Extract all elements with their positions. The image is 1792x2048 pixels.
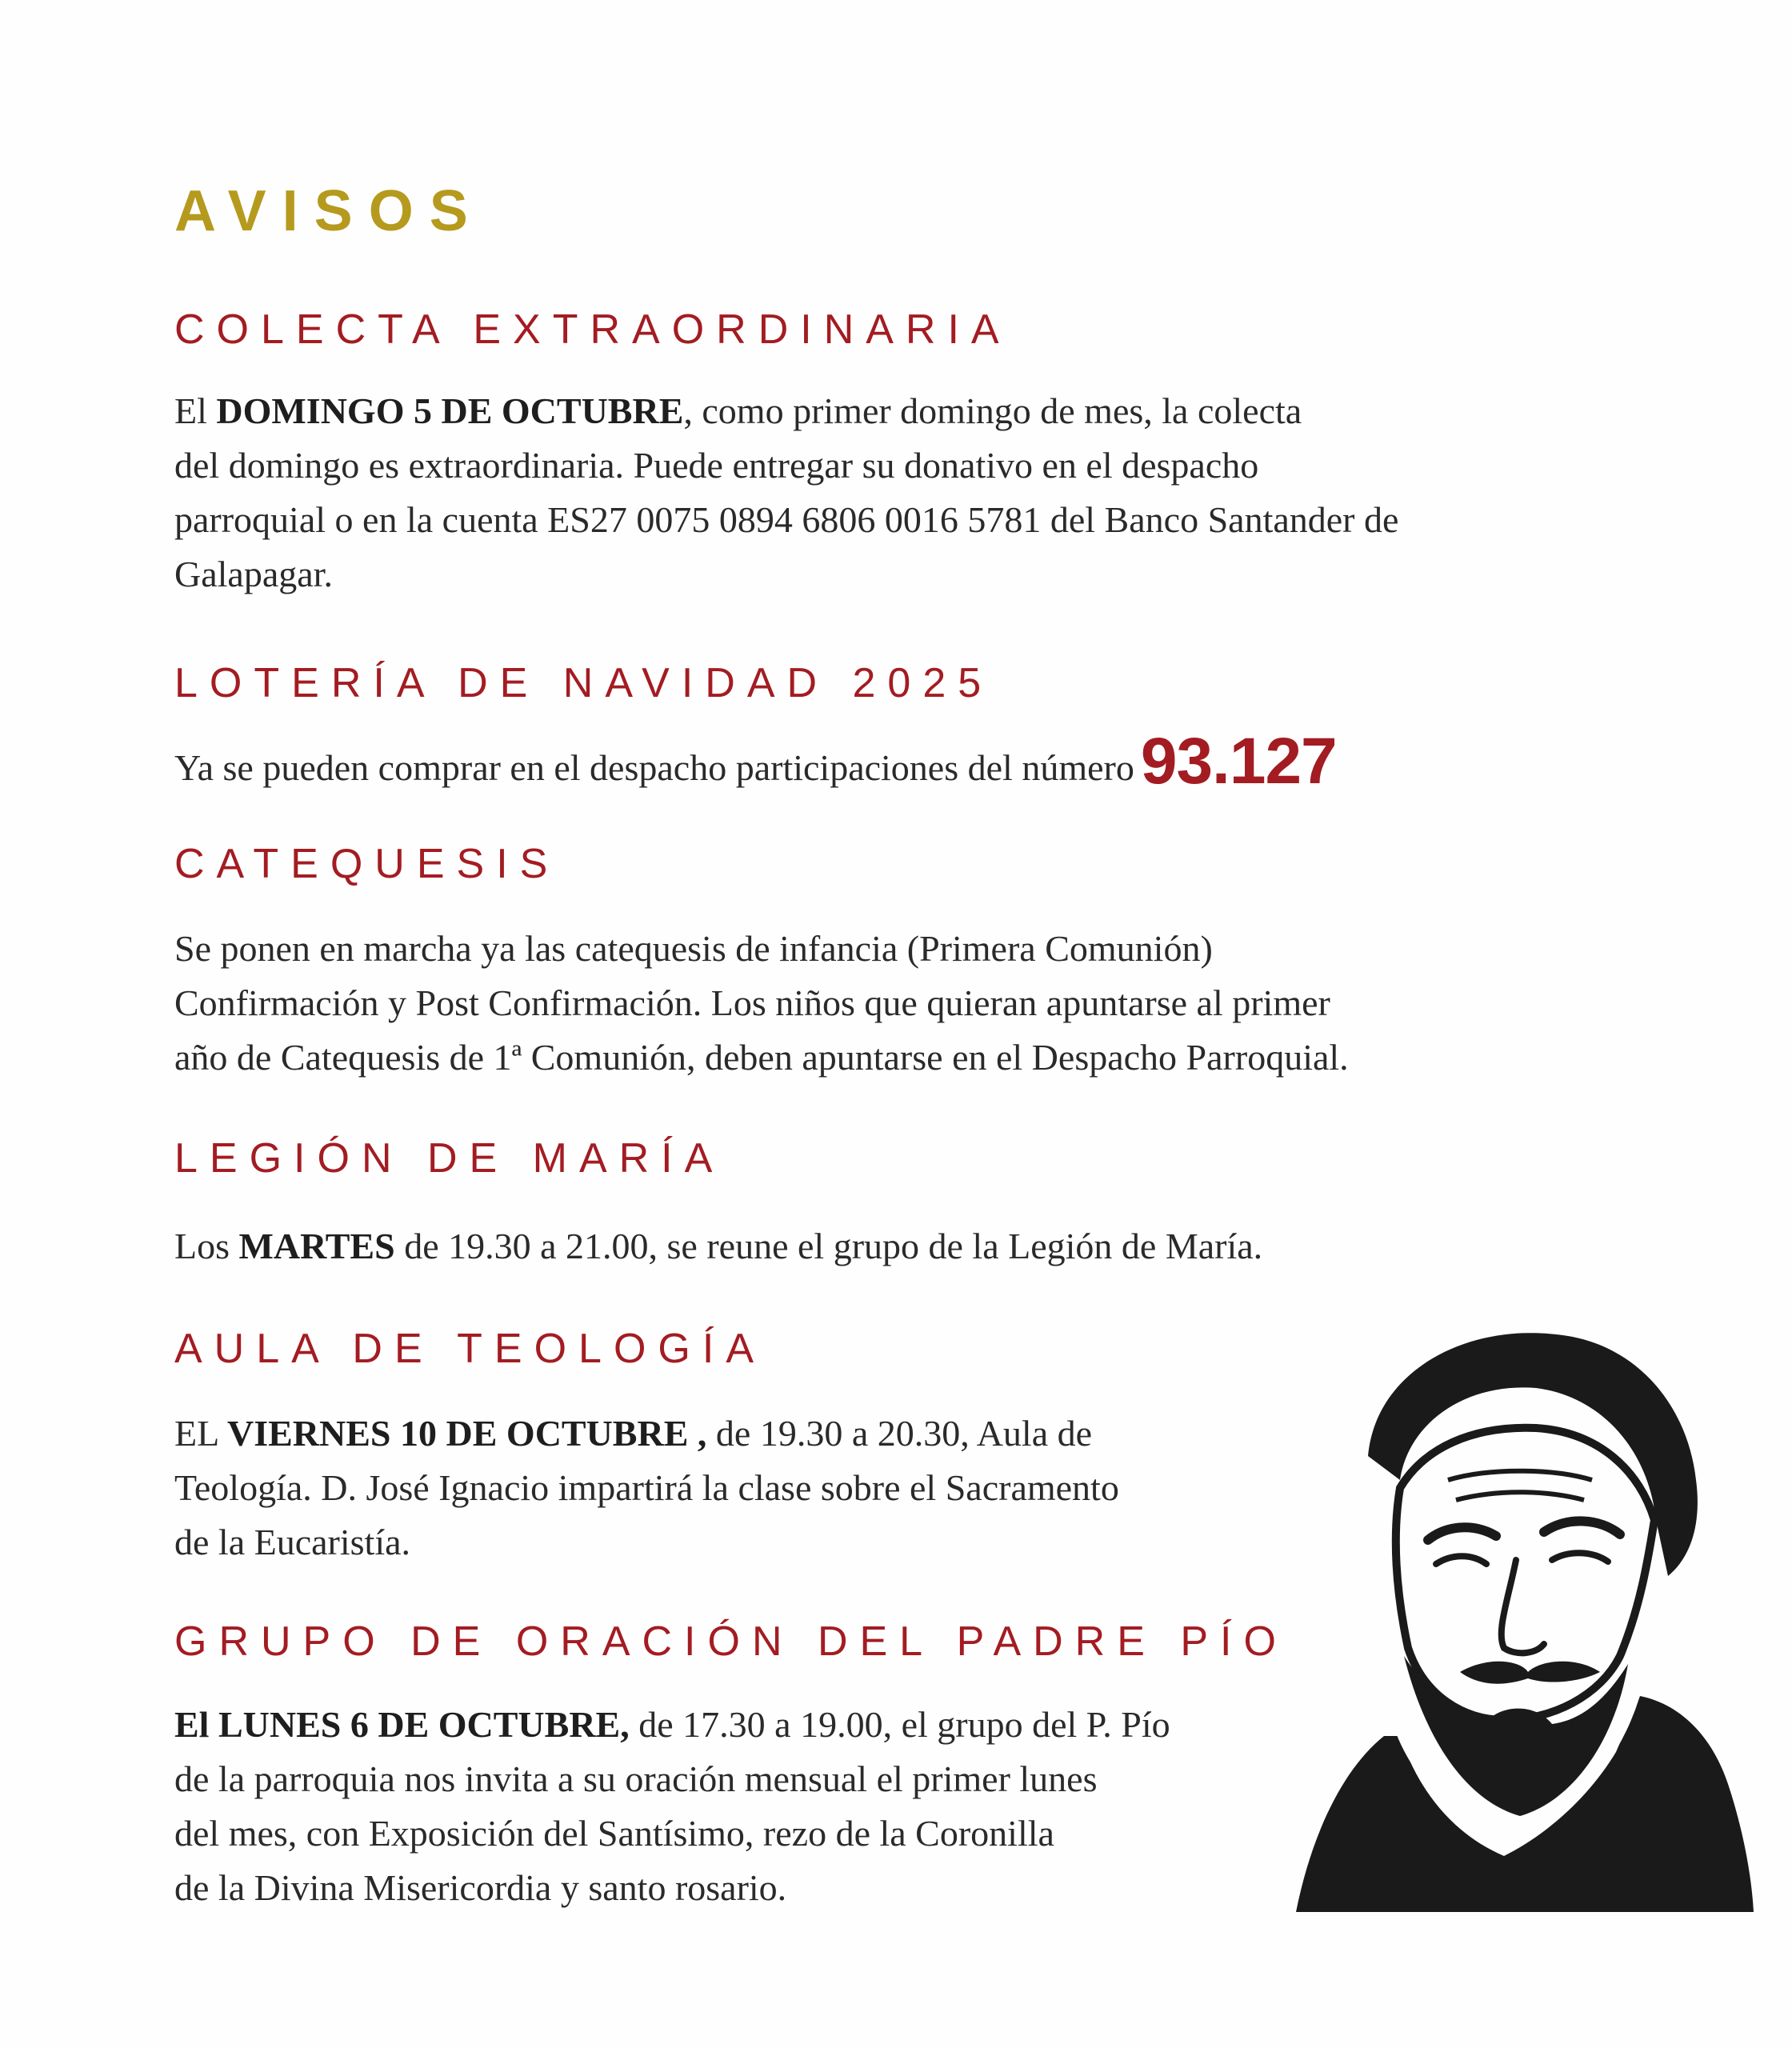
paragraph-colecta: [174, 384, 1398, 602]
line: de la Divina Misericordia y santo rosario.: [174, 1867, 787, 1908]
lottery-number: 93.127: [1140, 725, 1337, 798]
date-emphasis: VIERNES 10 DE OCTUBRE ,: [227, 1413, 707, 1454]
heading-loteria: LOTERÍA DE NAVIDAD 2025: [174, 660, 994, 706]
padre-pio-portrait: [1264, 1320, 1776, 1928]
line: El DOMINGO 5 DE OCTUBRE, como primer domingo de mes, la colecta: [174, 390, 1302, 431]
paragraph-catequesis: [174, 922, 1349, 1085]
line: Confirmación y Post Confirmación. Los niños que quieran apuntarse al primer: [174, 982, 1330, 1023]
line: Teología. D. José Ignacio impartirá la clase sobre el Sacramento: [174, 1467, 1119, 1508]
line: año de Catequesis de 1ª Comunión, deben apuntarse en el Despacho Parroquial.: [174, 1037, 1349, 1078]
date-emphasis: DOMINGO 5 DE OCTUBRE: [216, 390, 684, 431]
line: Galapagar.: [174, 554, 333, 594]
day-emphasis: MARTES: [238, 1226, 395, 1266]
paragraph-legion: [174, 1219, 1262, 1274]
line: de la parroquia nos invita a su oración mensual el primer lunes: [174, 1758, 1098, 1799]
line: Los MARTES de 19.30 a 21.00, se reune el grupo de la Legión de María.: [174, 1226, 1263, 1266]
heading-catequesis: CATEQUESIS: [174, 841, 560, 887]
paragraph-aula: [174, 1406, 1119, 1570]
heading-legion: LEGIÓN DE MARÍA: [174, 1135, 725, 1182]
line: El LUNES 6 DE OCTUBRE, de 17.30 a 19.00, el grupo del P. Pío: [174, 1704, 1170, 1745]
line: parroquial o en la cuenta ES27 0075 0894 6806 0016 5781 del Banco Santander de: [174, 499, 1399, 540]
heading-colecta: COLECTA EXTRAORDINARIA: [174, 306, 1011, 353]
page-title: AVISOS: [174, 179, 484, 243]
line: Ya se pueden comprar en el despacho participaciones del número93.127: [174, 725, 1337, 798]
line: del mes, con Exposición del Santísimo, rezo de la Coronilla: [174, 1813, 1054, 1854]
line: EL VIERNES 10 DE OCTUBRE , de 19.30 a 20.30, Aula de: [174, 1413, 1093, 1454]
line: del domingo es extraordinaria. Puede entregar su donativo en el despacho: [174, 445, 1259, 486]
paragraph-loteria: [174, 725, 1337, 798]
heading-aula: AULA DE TEOLOGÍA: [174, 1326, 766, 1372]
paragraph-padre-pio: [174, 1698, 1170, 1915]
line: Se ponen en marcha ya las catequesis de infancia (Primera Comunión): [174, 928, 1213, 969]
date-emphasis: El LUNES 6 DE OCTUBRE,: [174, 1704, 630, 1745]
line: de la Eucaristía.: [174, 1522, 411, 1562]
heading-padre-pio: GRUPO DE ORACIÓN DEL PADRE PÍO: [174, 1618, 1288, 1665]
